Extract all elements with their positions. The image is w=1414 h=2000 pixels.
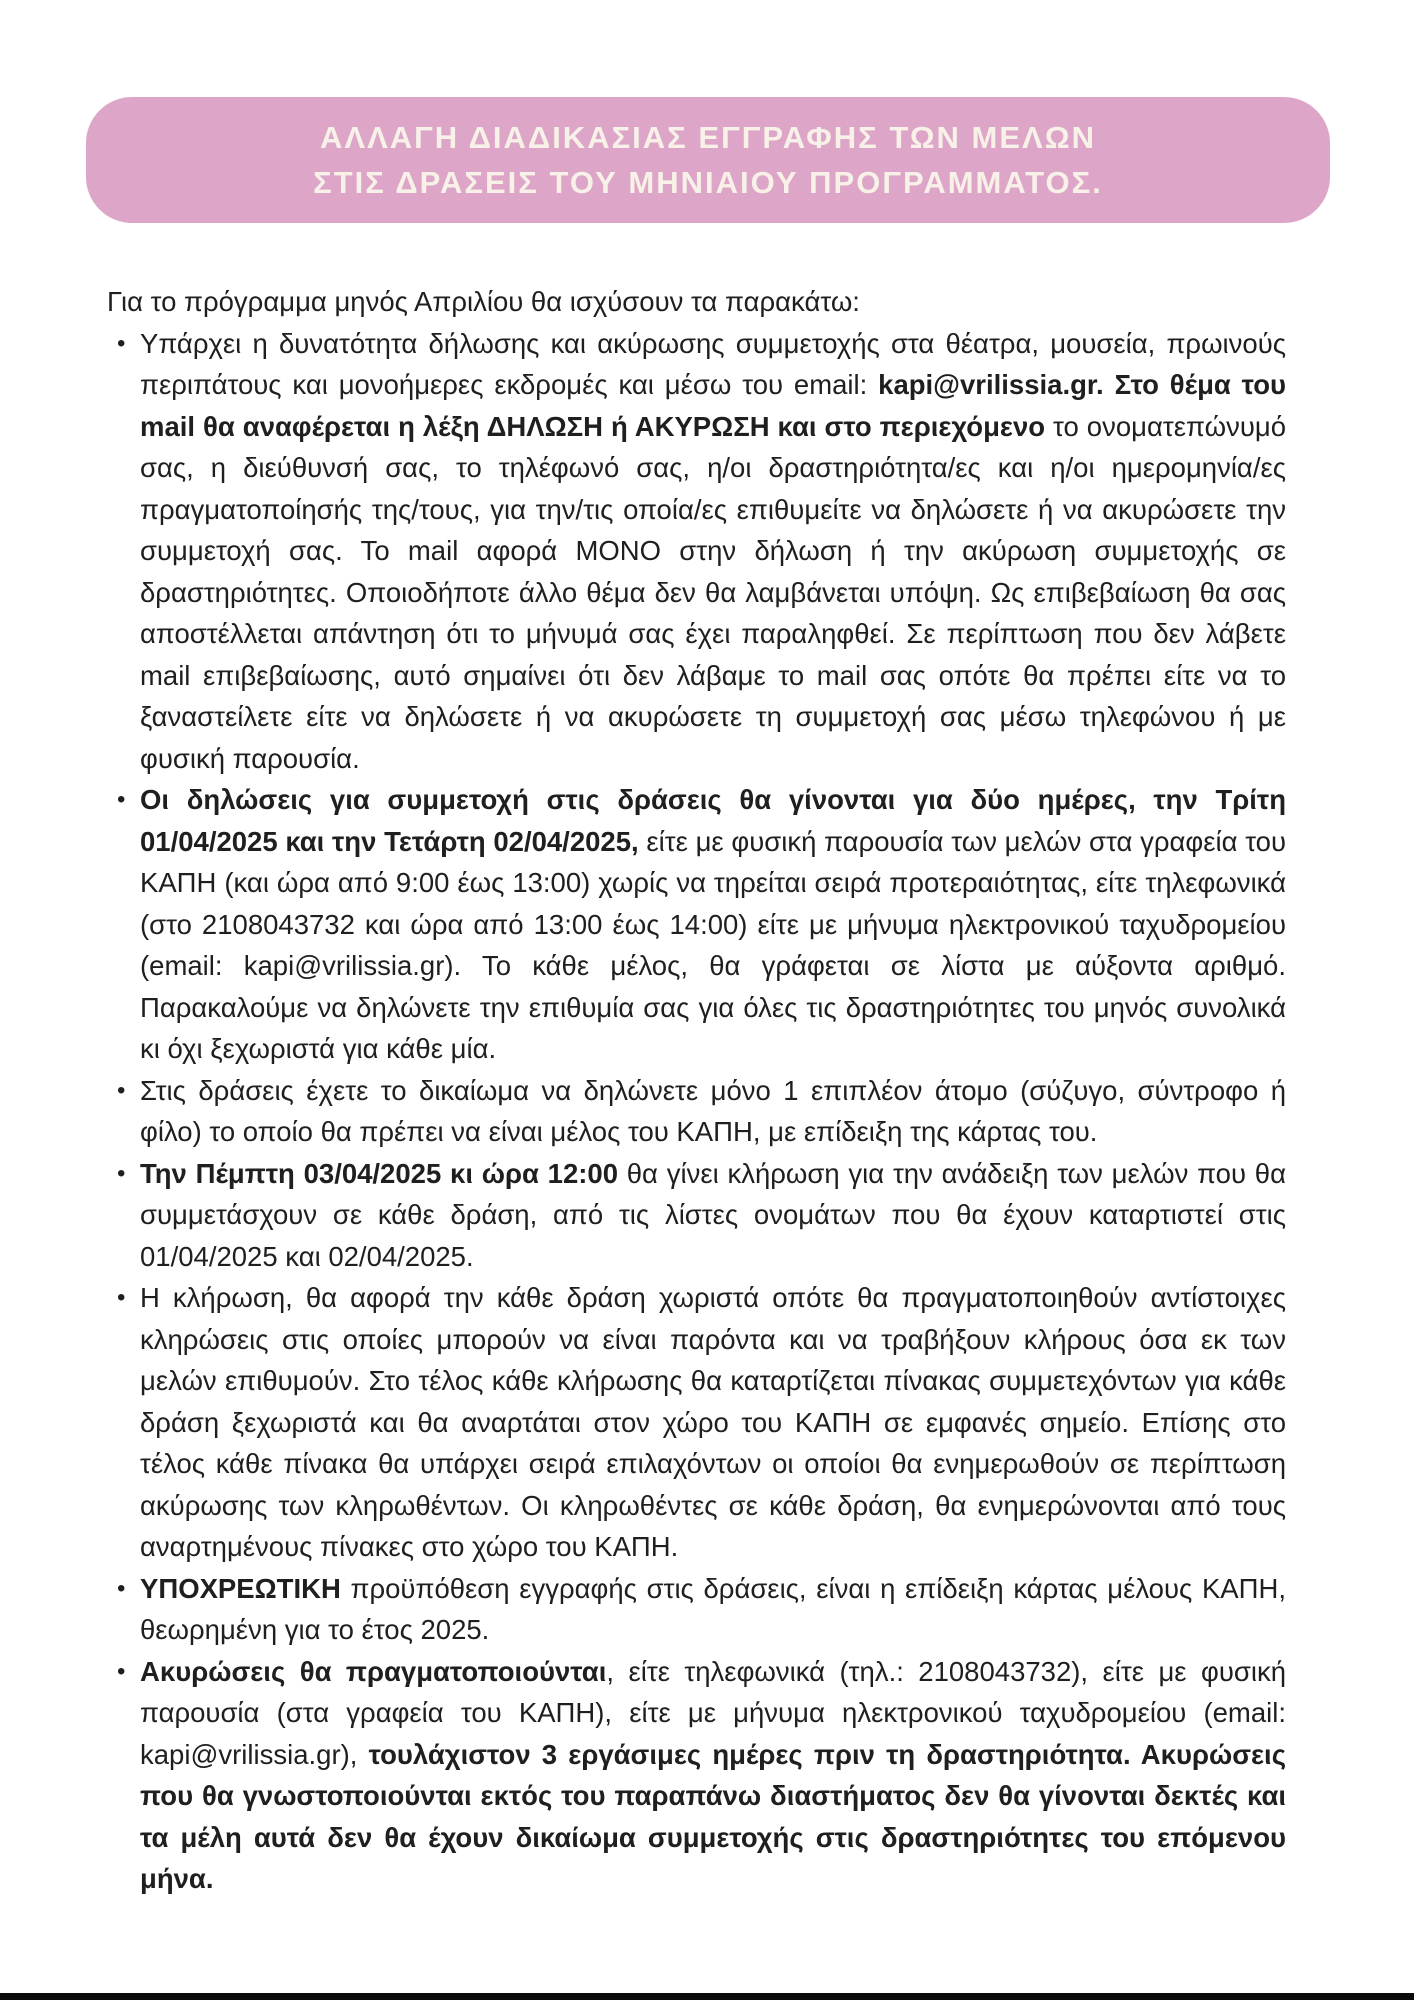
text-run: , είτε τηλεφωνικά (τηλ.: 2108043732), είτε με φυσική παρουσία (στα γραφεία του ΚΑΠΗ), είτε με μήνυμα ηλεκτρονικού ταχυδρομείου (email: kapi@vrilissia.gr), (140, 1655, 1287, 1770)
list-item (107, 1070, 1286, 1153)
document-body (107, 281, 1286, 1900)
text-run: Η κλήρωση, θα αφορά την κάθε δράση χωριστά οπότε θα πραγματοποιηθούν αντίστοιχες κληρώσεις στις οποίες μπορούν να είναι παρόντα και να τραβήξουν κλήρους όσα εκ των μελών επιθυμούν. Στο τέλος κάθε κλήρωσης θα καταρτίζεται πίνακας συμμετεχόντων για κάθε δράση ξεχωριστά και θα αναρτάται στον χώρο του ΚΑΠΗ σε εμφανές σημείο. Επίσης στο τέλος κάθε πίνακα θα υπάρχει σειρά επιλαχόντων οι οποίοι θα ενημερωθούν σε περίπτωση ακύρωσης των κληρωθέντων. Οι κληρωθέντες σε κάθε δράση, θα ενημερώνονται από τους αναρτημένους πίνακες στο χώρο του ΚΑΠΗ. (140, 1282, 1286, 1562)
list-item (107, 1277, 1286, 1568)
text-run: Υπάρχει η δυνατότητα δήλωσης και ακύρωσης συμμετοχής στα θέατρα, μουσεία, πρωινούς περιπάτους και μονοήμερες εκδρομές και μέσω του email: (140, 327, 1286, 400)
text-run: Ακυρώσεις θα πραγματοποιούνται (140, 1655, 607, 1687)
intro-paragraph: Για το πρόγραμμα μηνός Απριλίου θα ισχύσουν τα παρακάτω: (107, 286, 860, 317)
text-run: θα γίνει κλήρωση για την ανάδειξη των μελών που θα συμμετάσχουν σε κάθε δράση, από τις λίστες ονομάτων που θα έχουν καταρτιστεί στις 01/04/2025 και 02/04/2025. (140, 1157, 1286, 1272)
banner-title-line-2: ΣΤΙΣ ΔΡΑΣΕΙΣ ΤΟΥ ΜΗΝΙΑΙΟΥ ΠΡΟΓΡΑΜΜΑΤΟΣ. (313, 165, 1103, 200)
bullet-marker-icon: • (117, 1657, 126, 1685)
list-item (107, 1651, 1286, 1900)
text-run: ΥΠΟΧΡΕΩΤΙΚΗ (140, 1572, 351, 1604)
text-run: kapi@vrilissia.gr. Στο θέμα του mail θα αναφέρεται η λέξη ΔΗΛΩΣΗ ή ΑΚΥΡΩΣΗ και στο περιεχόμενο (140, 369, 1286, 442)
text-run: προϋπόθεση εγγραφής στις δράσεις, είναι η επίδειξη κάρτας μέλους ΚΑΠΗ, θεωρημένη για το έτος 2025. (140, 1572, 1286, 1645)
text-run: είτε με φυσική παρουσία των μελών στα γραφεία του ΚΑΠΗ (και ώρα από 9:00 έως 13:00) χωρίς να τηρείται σειρά προτεραιότητας, είτε τηλεφωνικά (στο 2108043732 και ώρα από 13:00 έως 14:00) είτε με μήνυμα ηλεκτρονικού ταχυδρομείου (email: kapi@vrilissia.gr). Το κάθε μέλος, θα γράφεται σε λίστα με αύξοντα αριθμό. Παρακαλούμε να δηλώνετε την επιθυμία σας για όλες τις δραστηριότητες του μηνός συνολικά κι όχι ξεχωριστά για κάθε μία. (140, 825, 1286, 1064)
list-item (107, 1568, 1286, 1651)
text-run: Την Πέμπτη 03/04/2025 κι ώρα 12:00 (140, 1157, 627, 1189)
text-run: Στις δράσεις έχετε το δικαίωμα να δηλώνετε μόνο 1 επιπλέον άτομο (σύζυγο, σύντροφο ή φίλο) το οποίο θα πρέπει να είναι μέλος του ΚΑΠΗ, με επίδειξη της κάρτας του. (140, 1074, 1286, 1147)
list-item (107, 779, 1286, 1070)
bullet-marker-icon: • (117, 329, 126, 357)
bullet-list (107, 323, 1286, 1900)
banner-title-line-1: ΑΛΛΑΓΗ ΔΙΑΔΙΚΑΣΙΑΣ ΕΓΓΡΑΦΗΣ ΤΩΝ ΜΕΛΩΝ (320, 120, 1096, 155)
list-item (107, 1153, 1286, 1278)
bullet-marker-icon: • (117, 1159, 126, 1187)
text-run: τουλάχιστον 3 εργάσιμες ημέρες πριν τη δραστηριότητα. Ακυρώσεις που θα γνωστοποιούνται εκτός του παραπάνω διαστήματος δεν θα γίνονται δεκτές και τα μέλη αυτά δεν θα έχουν δικαίωμα συμμετοχής στις δραστηριότητες του επόμενου μήνα. (140, 1738, 1286, 1894)
bottom-edge-bar (0, 1993, 1414, 2000)
text-run: το ονοματεπώνυμό σας, η διεύθυνσή σας, το τηλέφωνό σας, η/οι δραστηριότητα/ες και η/οι ημερομηνία/ες πραγματοποίησής της/τους, για την/τις οποία/ες επιθυμείτε να δηλώσετε ή να ακυρώσετε την συμμετοχή σας. Το mail αφορά ΜΟΝΟ στην δήλωση ή την ακύρωση συμμετοχής σε δραστηριότητες. Οποιοδήποτε άλλο θέμα δεν θα λαμβάνεται υπόψη. Ως επιβεβαίωση θα σας αποστέλλεται απάντηση ότι το μήνυμά σας έχει παραληφθεί. Σε περίπτωση που δεν λάβετε mail επιβεβαίωσης, αυτό σημαίνει ότι δεν λάβαμε το mail σας οπότε θα πρέπει είτε να το ξαναστείλετε είτε να δηλώσετε ή να ακυρώσετε τη συμμετοχή σας μέσω τηλεφώνου ή με φυσική παρουσία. (140, 410, 1286, 774)
bullet-marker-icon: • (117, 1284, 126, 1311)
bullet-marker-icon: • (117, 786, 126, 813)
header-banner (86, 97, 1330, 223)
text-run: Οι δηλώσεις για συμμετοχή στις δράσεις θα γίνονται για δύο ημέρες, την Τρίτη 01/04/2025 και την Τετάρτη 02/04/2025, (140, 784, 1286, 857)
bullet-marker-icon: • (117, 1076, 126, 1104)
bullet-marker-icon: • (117, 1574, 126, 1602)
list-item (107, 323, 1286, 780)
